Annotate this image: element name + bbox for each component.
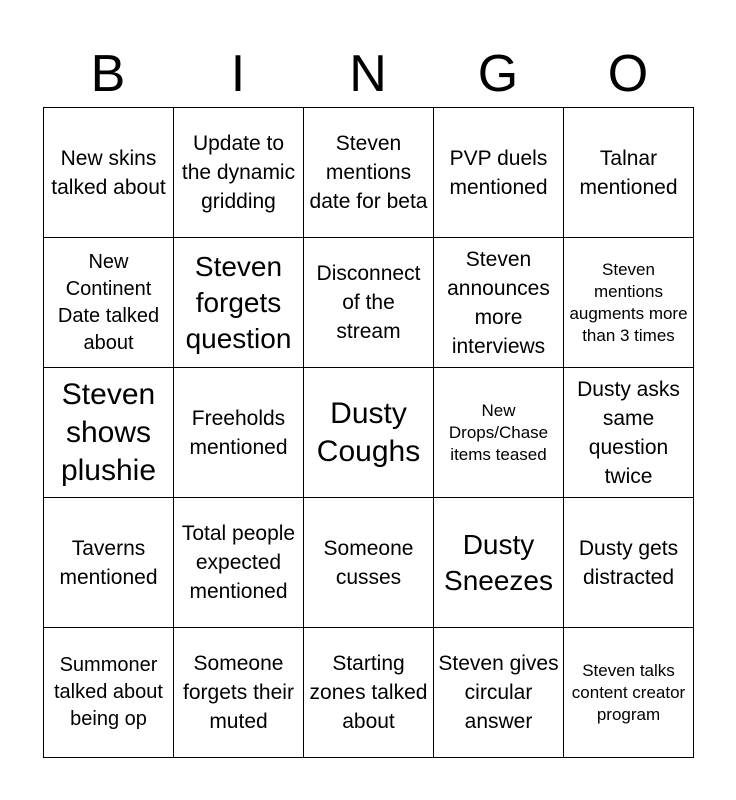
header-letter-g: G [477, 45, 519, 103]
cell-text: Update to the dynamic gridding [181, 132, 296, 213]
cell-text: Steven talks content creator program [571, 660, 686, 724]
bingo-cell[interactable] [174, 238, 304, 368]
bingo-board [43, 107, 694, 758]
cell-text: Steven mentions date for beta [309, 132, 428, 213]
cell-text: Total people expected mentioned [181, 522, 296, 603]
bingo-cell[interactable] [564, 368, 694, 498]
board-row [44, 498, 694, 628]
cell-text: Summoner talked about being op [54, 654, 163, 730]
bingo-cell[interactable] [174, 628, 304, 758]
bingo-cell[interactable] [44, 498, 174, 628]
board-row [44, 368, 694, 498]
bingo-cell[interactable] [434, 368, 564, 498]
cell-text: Steven gives circular answer [438, 652, 559, 733]
bingo-cell[interactable] [44, 628, 174, 758]
cell-text: Dusty Sneezes [444, 528, 553, 596]
bingo-cell[interactable] [564, 498, 694, 628]
bingo-cell[interactable] [44, 238, 174, 368]
board-row [44, 108, 694, 238]
bingo-cell[interactable] [304, 628, 434, 758]
cell-text: Steven forgets question [185, 250, 292, 354]
bingo-cell[interactable] [304, 368, 434, 498]
bingo-cell[interactable] [174, 368, 304, 498]
bingo-cell[interactable] [434, 628, 564, 758]
bingo-cell[interactable] [564, 238, 694, 368]
header-letter-i: I [230, 45, 246, 103]
cell-text: Freeholds mentioned [189, 406, 288, 459]
cell-text: Dusty asks same question twice [577, 377, 680, 488]
header-letter-o: O [607, 45, 649, 103]
cell-text: Taverns mentioned [59, 536, 158, 589]
bingo-cell[interactable] [304, 238, 434, 368]
cell-text: New Continent Date talked about [57, 250, 160, 354]
cell-text: Talnar mentioned [579, 146, 678, 199]
header-letter-b: B [90, 45, 126, 103]
cell-text: Steven shows plushie [60, 377, 157, 487]
bingo-cell[interactable] [304, 108, 434, 238]
bingo-cell[interactable] [304, 498, 434, 628]
header-letter-n: N [349, 45, 387, 103]
cell-text: Steven mentions augments more than 3 times [569, 259, 688, 345]
bingo-cell[interactable] [174, 108, 304, 238]
cell-text: PVP duels mentioned [449, 146, 548, 199]
cell-text: Starting zones talked about [309, 652, 428, 733]
bingo-cell[interactable] [564, 628, 694, 758]
cell-text: Disconnect of the stream [316, 262, 421, 343]
bingo-cell[interactable] [174, 498, 304, 628]
cell-text: Someone forgets their muted [183, 652, 294, 733]
cell-text: New Drops/Chase items teased [448, 400, 549, 464]
bingo-cell[interactable] [434, 238, 564, 368]
cell-text: Someone cusses [323, 536, 414, 589]
cell-text: Dusty Coughs [316, 396, 421, 468]
bingo-cell[interactable] [44, 108, 174, 238]
cell-text: Steven announces more interviews [447, 247, 550, 358]
cell-text: Dusty gets distracted [578, 536, 679, 589]
bingo-header [43, 40, 693, 108]
board-row [44, 238, 694, 368]
bingo-cell[interactable] [44, 368, 174, 498]
bingo-cell[interactable] [434, 108, 564, 238]
bingo-cell[interactable] [434, 498, 564, 628]
cell-text: New skins talked about [51, 146, 166, 199]
bingo-cell[interactable] [564, 108, 694, 238]
board-row [44, 628, 694, 758]
